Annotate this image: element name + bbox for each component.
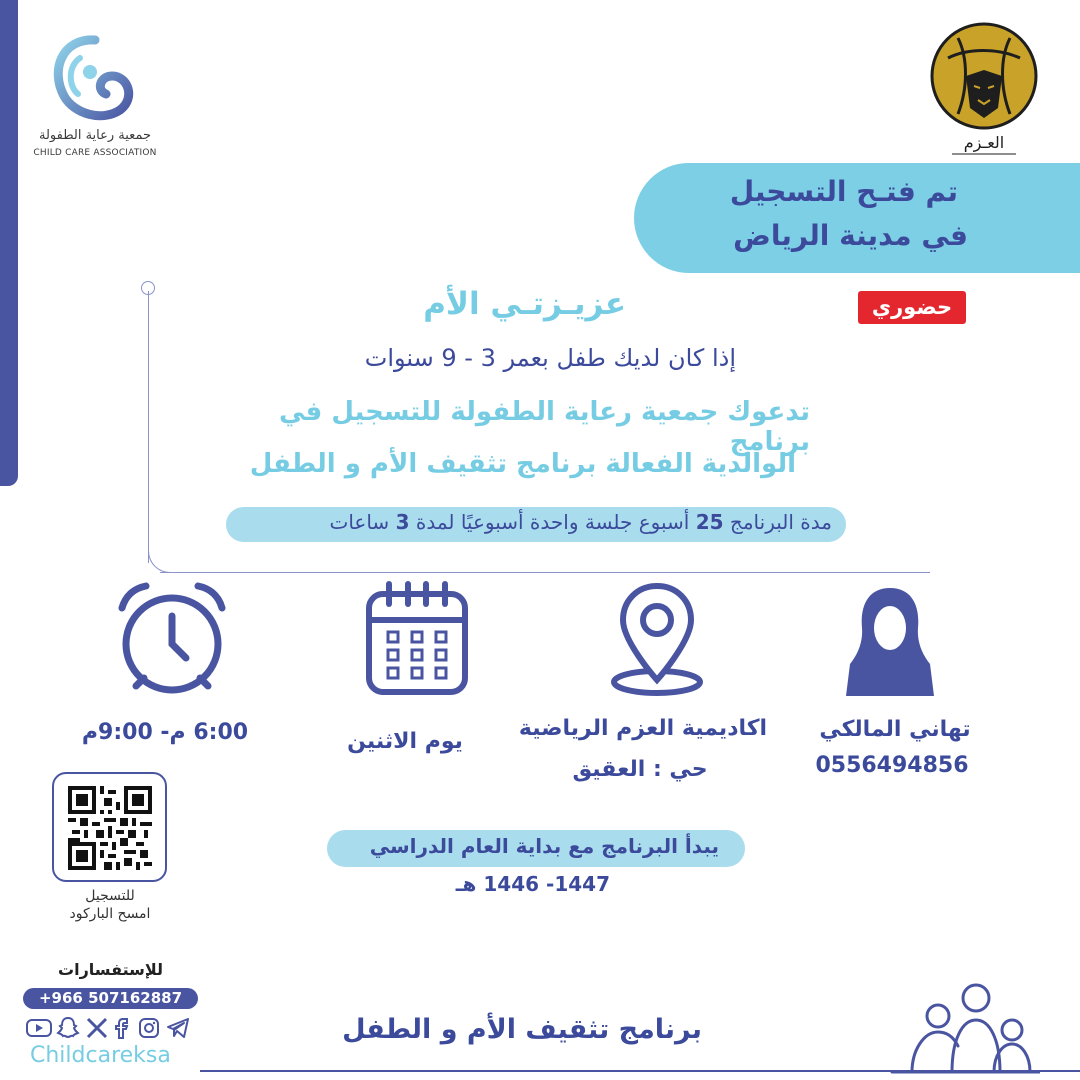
al-azm-academy-logo [928,18,1040,158]
family-icon [890,980,1040,1075]
inquiries-phone[interactable]: +966 507162887 [23,988,198,1009]
cca-name-english: CHILD CARE ASSOCIATION [33,148,157,158]
duration-hours: 3 [395,510,410,534]
timeline-corner [148,548,172,573]
telegram-icon[interactable] [166,1017,190,1039]
qr-label-register: للتسجيل [85,888,135,904]
banner-title-line1: تم فتـح التسجيل [729,175,958,208]
cca-name-arabic: جمعية رعاية الطفولة [38,128,152,143]
instagram-icon[interactable] [138,1017,160,1039]
greeting-heading: عزيـزتـي الأم [423,286,626,322]
session-day: يوم الاثنين [347,729,463,754]
snapchat-icon[interactable] [56,1016,80,1040]
location-district: حي : العقيق [572,757,708,782]
x-icon[interactable] [86,1017,108,1039]
qr-code-frame[interactable] [52,772,167,882]
social-icons [26,1015,196,1041]
timeline-horizontal-line [160,572,930,573]
contact-phone: 0556494856 [815,753,969,778]
qr-label-scan: امسح الباركود [69,906,151,922]
contact-name: تهاني المالكي [819,717,971,742]
facebook-icon[interactable] [114,1017,132,1039]
in-person-badge: حضوري [858,291,966,324]
location-name: اكاديمية العزم الرياضية [518,716,768,741]
alarm-clock-icon [116,582,228,696]
youtube-icon[interactable] [26,1017,52,1039]
side-accent-bar [0,0,18,486]
program-duration: مدة البرنامج 25 أسبوع جلسة واحدة أسبوعيًا لمدة 3 ساعات [329,510,832,534]
location-pin-icon [608,580,706,696]
inquiries-label: للإستفسارات [58,960,163,979]
banner-title-line2: في مدينة الرياض [733,219,968,252]
age-requirement: إذا كان لديك طفل بعمر 3 - 9 سنوات [364,344,736,372]
qr-code-icon[interactable] [66,786,154,870]
duration-weeks: 25 [695,510,724,534]
timeline-vertical-line [148,291,149,563]
woman-icon [842,584,938,698]
al-azm-name: العـزم [963,133,1005,152]
social-handle[interactable]: Childcareksa [30,1043,171,1068]
session-time: 6:00 م- 9:00م [81,720,249,745]
invitation-line2: الوالدية الفعالة برنامج تثقيف الأم و الطفل [249,449,796,479]
academic-year: 1447- 1446 هـ [455,872,610,896]
program-start: يبدأ البرنامج مع بداية العام الدراسي [369,834,719,858]
calendar-icon [364,580,470,696]
footer-program-title: برنامج تثقيف الأم و الطفل [342,1014,702,1045]
invitation-line1: تدعوك جمعية رعاية الطفولة للتسجيل في برنامج [278,397,810,457]
